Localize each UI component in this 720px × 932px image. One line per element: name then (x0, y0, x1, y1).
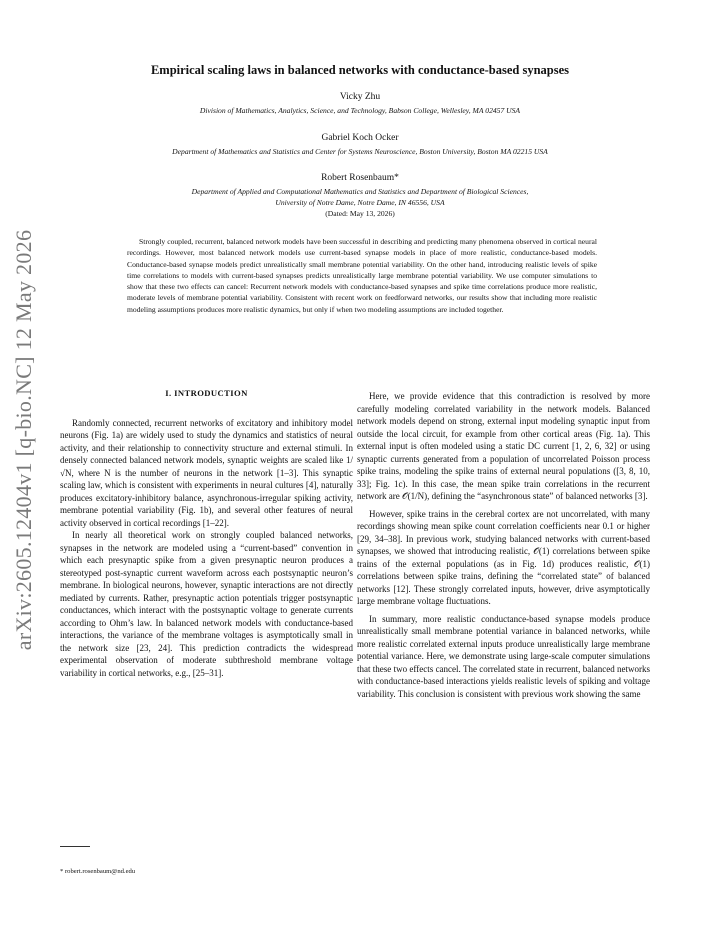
body-paragraph: However, spike trains in the cerebral cortex are not uncorrelated, with many recordings showing mean spike count correlation coefficients near 0.1 or higher [29, 34–38]. In previous work, studying balanced networks with current-based synapses, we showed that introducing realistic, 𝒪(1) correlations between spike trains of the external populations (as in Fig. 1d) produces realistic, 𝒪(1) correlations between spike trains, defining the “correlated state” of balanced networks [12]. These strongly correlated inputs, however, drive asymptotically large membrane voltage fluctuations. (357, 508, 650, 606)
body-paragraph: Here, we provide evidence that this contradiction is resolved by more carefully modeling correlated variability in the network models. Balanced network models depend on strong, external input modeling synaptic input from outside the local circuit, for example from other cortical areas (Fig. 1a). This external input is often modeled using a static DC current [1, 2, 6, 32] or using synaptic currents generated from a population of uncorrelated Poisson process spike trains, modeling the spike trains of external neural populations ([3, 8, 10, 33]; Fig. 1c). In this case, the mean spike train correlations in the recurrent network are 𝒪(1/N), defining the “asynchronous state” of balanced networks [3]. (357, 391, 650, 501)
section-heading: I. INTRODUCTION (165, 388, 248, 398)
author-affiliation: Department of Mathematics and Statistics and Center for Systems Neuroscience, Boston University, Boston MA 02215 USA (172, 147, 548, 156)
body-paragraph: In nearly all theoretical work on strongly coupled balanced networks, synapses in the network are modeled using a “current-based” convention in which each presynaptic spike from a given presynaptic neuron produces a stereotyped post-synaptic current waveform across each postsynaptic neuron’s membrane. In biological neurons, however, synaptic interactions are not directly mediated by currents. Rather, presynaptic action potentials trigger postsynaptic conductances, which interact with the postsynaptic voltage to generate currents according to Ohm’s law. In balanced network models with conductance-based interactions, the variance of the membrane voltages is asymptotically small in the network size [23, 24]. This prediction contradicts the widespread experimental observation of moderate subthreshold membrane voltage variability in cortical networks, e.g., [25–31]. (60, 530, 353, 678)
arxiv-identifier[interactable]: arXiv:2605.12404v1 [q-bio.NC] 12 May 2026 (11, 229, 37, 651)
footnote-divider (60, 846, 90, 847)
author-affiliation: Division of Mathematics, Analytics, Science, and Technology, Babson College, Wellesley, MA 02457 USA (199, 106, 521, 115)
footnote-email[interactable]: * robert.rosenbaum@nd.edu (60, 868, 136, 875)
right-column (357, 390, 650, 700)
author-name: Vicky Zhu (339, 92, 381, 102)
author-name: Robert Rosenbaum* (321, 173, 399, 183)
author-name: Gabriel Koch Ocker (321, 133, 399, 143)
abstract: Strongly coupled, recurrent, balanced network models have been successful in describing and predicting many phenomena observed in cortical neural recordings. However, most balanced network models use current-based synapse models in place of more realistic, conductance-based models. Conductance-based synapse models predict unrealistically small membrane potential variability. On the other hand, introducing realistic levels of spike time correlations to models with current-based synapses predicts unrealistically large membrane potential variability. We use computer simulations to show that these two effects can cancel: Recurrent network models with conductance-based synapses and spike time correlations produce more realistic, moderate levels of membrane potential variability. Consistent with recent work on feedforward networks, our results show that including more realistic modeling assumptions produces more realistic dynamics, but only if when two modeling assumptions are included together. (127, 237, 597, 314)
body-paragraph: Randomly connected, recurrent networks of excitatory and inhibitory model neurons (Fig. 1a) are widely used to study the dynamics and statistics of neural activity, and their relationship to connectivity structure and external stimuli. In densely connected balanced network models, synaptic weights are scaled like 1/√N, where N is the number of neurons in the network [1–3]. This synaptic scaling law, which is consistent with experiments in neural cultures [4], naturally produces excitatory-inhibitory balance, asynchronous-irregular spiking activity, membrane potential variability (Fig. 1b), and several other features of neural activity observed in cortical recordings [1–22]. (60, 417, 353, 528)
paper-date: (Dated: May 13, 2026) (325, 209, 395, 218)
author-affiliation: University of Notre Dame, Notre Dame, IN 46556, USA (275, 198, 445, 207)
author-affiliation: Department of Applied and Computational Mathematics and Statistics and Department of Biological Sciences, (191, 187, 529, 196)
body-paragraph: In summary, more realistic conductance-based synapse models produce unrealistically small membrane potential variance in balanced networks, while more realistic correlated external inputs produce unrealistically large membrane potential variance. Here, we demonstrate using large-scale computer simulations that these two effects cancel. The correlated state in recurrent, balanced networks with conductance-based interactions yields realistic levels of spiking and voltage variability. This conclusion is consistent with previous work showing the same (357, 613, 650, 699)
paper-title: Empirical scaling laws in balanced networks with conductance-based synapses (150, 63, 570, 77)
left-column (60, 388, 353, 679)
arxiv-stamp (4, 160, 44, 720)
